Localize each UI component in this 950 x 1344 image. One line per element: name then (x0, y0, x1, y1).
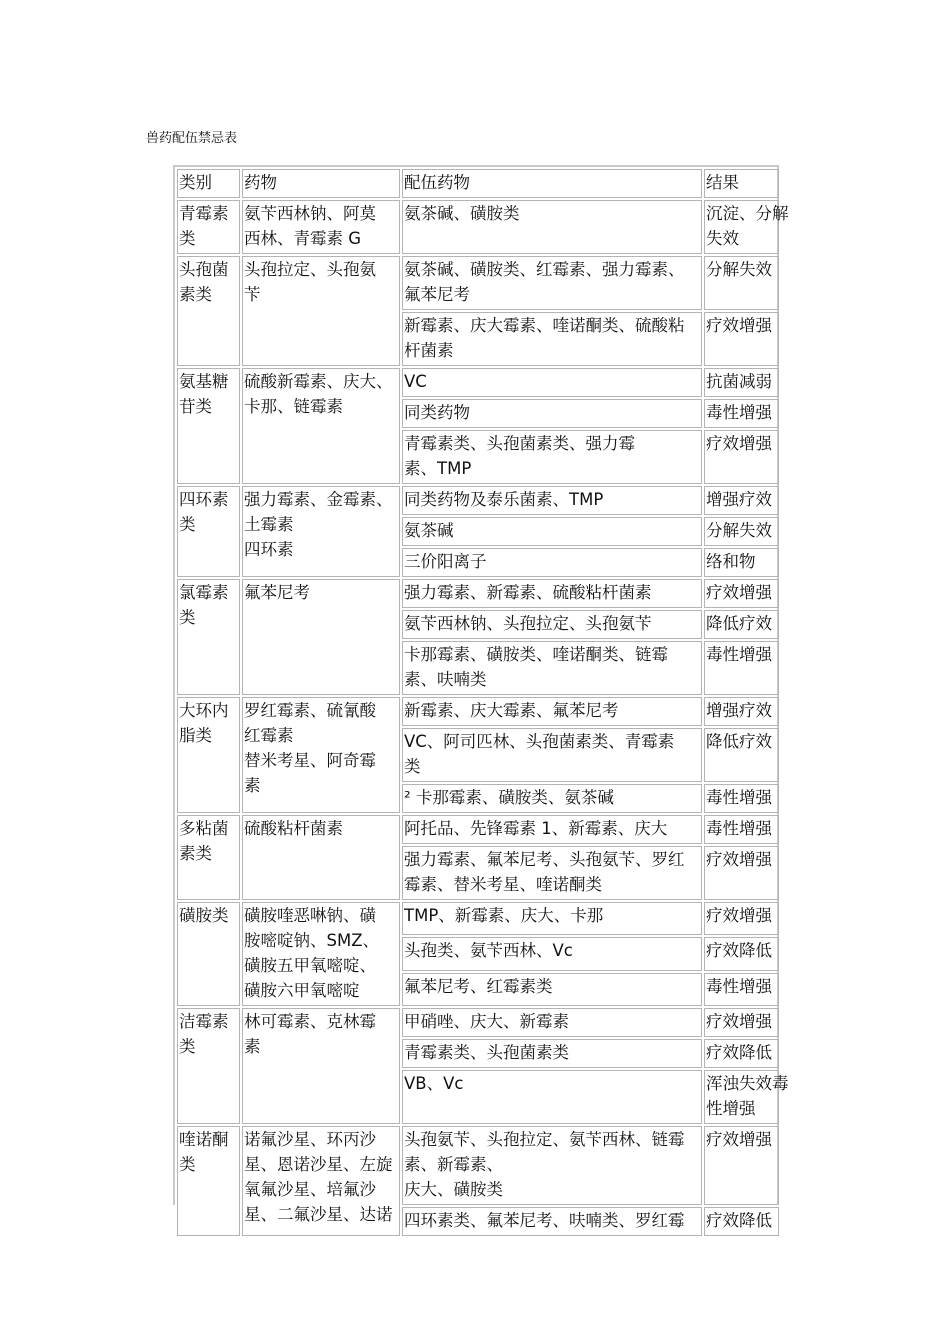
cell-line: 类 (179, 515, 196, 534)
cell-line: 降低疗效 (706, 732, 772, 751)
result-cell (704, 815, 779, 844)
cell-line: 强力霉素、新霉素、硫酸粘杆菌素 (404, 583, 652, 602)
cell-line: 增强疗效 (706, 490, 772, 509)
header-result: 结果 (704, 169, 779, 198)
drug-cell (242, 902, 400, 1006)
combination-cell (402, 902, 702, 935)
combination-cell (402, 610, 702, 639)
cell-line: 疗效增强 (706, 906, 772, 925)
cell-line: 分解失效 (706, 521, 772, 540)
drug-cell (242, 368, 400, 484)
drug-cell (242, 1126, 400, 1236)
table-row (177, 902, 779, 935)
combination-cell (402, 641, 702, 695)
table-row (177, 815, 779, 844)
combination-cell (402, 973, 702, 1006)
cell-line: 疗效增强 (706, 1130, 772, 1149)
cell-line: 疗效降低 (706, 1043, 772, 1062)
result-cell (704, 1070, 789, 1124)
result-cell (704, 1008, 779, 1037)
cell-line: 同类药物及泰乐菌素、TMP (404, 490, 604, 509)
category-cell (177, 579, 240, 695)
category-cell (177, 815, 240, 900)
compatibility-table (175, 167, 789, 1238)
drug-cell (242, 486, 400, 577)
result-cell (704, 486, 779, 515)
cell-line: 类 (179, 229, 196, 248)
result-cell (704, 312, 779, 366)
cell-line: 四环素 (179, 490, 229, 509)
cell-line: 疗效增强 (706, 583, 772, 602)
cell-line: 类 (404, 757, 421, 776)
cell-line: 磺胺类 (179, 906, 229, 925)
category-cell (177, 1008, 240, 1124)
table-row (177, 200, 779, 254)
cell-line: 替米考星、阿奇霉 (244, 751, 376, 770)
category-cell (177, 486, 240, 577)
drug-cell (242, 579, 400, 695)
cell-line: 红霉素 (244, 726, 294, 745)
result-cell (704, 200, 789, 254)
cell-line: 疗效降低 (706, 941, 772, 961)
cell-line: 毒性增强 (706, 645, 772, 664)
result-cell (704, 610, 779, 639)
result-cell (704, 641, 779, 695)
result-cell (704, 1039, 779, 1068)
combination-cell (402, 846, 702, 900)
category-cell (177, 1126, 240, 1236)
cell-line: 头孢氨苄、头孢拉定、氨苄西林、链霉 (404, 1130, 685, 1149)
cell-line: 类 (179, 1037, 196, 1056)
cell-line: 疗效增强 (706, 1012, 772, 1031)
table-row (177, 579, 779, 608)
cell-line: 新霉素、庆大霉素、氟苯尼考 (404, 701, 619, 720)
drug-cell (242, 200, 400, 254)
cell-line: 林可霉素、克林霉 (244, 1012, 376, 1031)
result-cell (704, 517, 779, 546)
result-cell (704, 697, 779, 726)
cell-line: 四环素 (244, 540, 294, 559)
combination-cell (402, 1039, 702, 1068)
cell-line: 西林、青霉素 G (244, 229, 362, 248)
cell-line: 青霉素类、头孢菌素类 (404, 1043, 569, 1062)
category-cell (177, 697, 240, 813)
cell-line: 增强疗效 (706, 701, 772, 720)
combination-cell (402, 312, 702, 366)
combination-cell (402, 728, 702, 782)
combination-cell (402, 784, 702, 813)
table-row (177, 1008, 779, 1037)
result-cell (704, 368, 779, 397)
cell-line: 诺氟沙星、环丙沙 (244, 1130, 376, 1149)
combination-cell (402, 486, 702, 515)
cell-line: 抗菌减弱 (706, 372, 772, 391)
cell-line: 新霉素、庆大霉素、喹诺酮类、硫酸粘 (404, 316, 685, 335)
cell-line: 硫酸新霉素、庆大、 (244, 372, 393, 391)
combination-cell (402, 1207, 702, 1236)
cell-line: 素、呋喃类 (404, 670, 487, 689)
cell-line: 素、TMP (404, 459, 472, 478)
drug-cell (242, 1008, 400, 1124)
cell-line: VC (404, 372, 427, 391)
cell-line: 疗效增强 (706, 850, 772, 869)
result-cell (704, 548, 779, 577)
cell-line: 洁霉素 (179, 1012, 229, 1031)
cell-line: 青霉素 (179, 204, 229, 223)
cell-line: 降低疗效 (706, 614, 772, 633)
result-cell (704, 784, 779, 813)
combination-cell (402, 815, 702, 844)
cell-line: 毒性增强 (706, 976, 772, 996)
cell-line: 同类药物 (404, 403, 470, 422)
combination-cell (402, 1126, 702, 1205)
cell-line: VB、Vc (404, 1074, 464, 1093)
combination-cell (402, 200, 702, 254)
cell-line: 氨茶碱、磺胺类、红霉素、强力霉素、 (404, 260, 685, 279)
cell-line: 喹诺酮 (179, 1130, 229, 1149)
cell-line: 庆大、磺胺类 (404, 1180, 503, 1199)
category-cell (177, 368, 240, 484)
cell-line: 土霉素 (244, 515, 294, 534)
cell-line: 氟苯尼考 (244, 583, 310, 602)
result-cell (704, 973, 779, 1006)
result-cell (704, 846, 779, 900)
cell-line: 阿托品、先锋霉素 1、新霉素、庆大 (404, 819, 668, 838)
cell-line: 磺胺喹恶啉钠、磺 (244, 906, 376, 925)
cell-line: 四环素类、氟苯尼考、呋喃类、罗红霉 (404, 1211, 685, 1230)
cell-line: 星、恩诺沙星、左旋 (244, 1155, 393, 1174)
header-combination: 配伍药物 (402, 169, 702, 198)
cell-line: 头孢类、氨苄西林、Vc (404, 941, 573, 961)
result-cell (704, 1207, 779, 1236)
cell-line: 类 (179, 1155, 196, 1174)
combination-cell (402, 697, 702, 726)
drug-cell (242, 697, 400, 813)
cell-line: 硫酸粘杆菌素 (244, 819, 343, 838)
cell-line: 磺胺五甲氧嘧啶、 (244, 956, 376, 975)
cell-line: 头孢拉定、头孢氨 (244, 260, 376, 279)
cell-line: 素类 (179, 285, 212, 304)
cell-line: 甲硝唑、庆大、新霉素 (404, 1012, 569, 1031)
cell-line: 星、二氟沙星、达诺 (244, 1205, 393, 1224)
cell-line: 氨茶碱 (404, 521, 454, 540)
combination-cell (402, 256, 702, 310)
result-cell (704, 728, 779, 782)
combination-cell (402, 579, 702, 608)
category-cell (177, 200, 240, 254)
table-row (177, 368, 779, 397)
combination-cell (402, 548, 702, 577)
header-drug: 药物 (242, 169, 400, 198)
combination-cell (402, 430, 702, 484)
cell-line: 卡那霉素、磺胺类、喹诺酮类、链霉 (404, 645, 668, 664)
combination-cell (402, 937, 702, 970)
drug-cell (242, 256, 400, 366)
cell-line: 苷类 (179, 397, 212, 416)
cell-line: 失效 (706, 229, 739, 248)
cell-line: 素 (244, 1037, 261, 1056)
combination-cell (402, 1008, 702, 1037)
cell-line: 毒性增强 (706, 788, 772, 807)
cell-line: 沉淀、分解 (706, 204, 789, 223)
cell-line: 络和物 (706, 552, 756, 571)
table-row (177, 697, 779, 726)
cell-line: 苄 (244, 285, 261, 304)
combination-cell (402, 517, 702, 546)
result-cell (704, 579, 779, 608)
result-cell (704, 256, 779, 310)
cell-line: 氨茶碱、磺胺类 (404, 204, 520, 223)
table-header-row (177, 169, 779, 198)
cell-line: 脂类 (179, 726, 212, 745)
table-row (177, 486, 779, 515)
cell-line: 多粘菌 (179, 819, 229, 838)
cell-line: 卡那、链霉素 (244, 397, 343, 416)
cell-line: 分解失效 (706, 260, 772, 279)
cell-line: VC、阿司匹林、头孢菌素类、青霉素 (404, 732, 675, 751)
cell-line: 氟苯尼考 (404, 285, 470, 304)
document-title: 兽药配伍禁忌表 (146, 131, 238, 146)
table-row (177, 1126, 779, 1205)
combination-cell (402, 368, 702, 397)
cell-line: 氨基糖 (179, 372, 229, 391)
cell-line: 强力霉素、氟苯尼考、头孢氨苄、罗红 (404, 850, 685, 869)
cell-line: 氯霉素 (179, 583, 229, 602)
cell-line: 霉素、替米考星、喹诺酮类 (404, 875, 602, 894)
cell-line: 氨苄西林钠、头孢拉定、头孢氨苄 (404, 614, 652, 633)
cell-line: 强力霉素、金霉素、 (244, 490, 393, 509)
cell-line: 氟苯尼考、红霉素类 (404, 976, 553, 996)
cell-line: 疗效增强 (706, 434, 772, 453)
cell-line: 胺嘧啶钠、SMZ、 (244, 931, 380, 950)
cell-line: 素类 (179, 844, 212, 863)
compatibility-table-wrapper (173, 165, 789, 1230)
cell-line: 疗效增强 (706, 316, 772, 335)
category-cell (177, 256, 240, 366)
header-category: 类别 (177, 169, 240, 198)
cell-line: 氧氟沙星、培氟沙 (244, 1180, 376, 1199)
cell-line: 性增强 (706, 1099, 756, 1118)
table-row (177, 256, 779, 310)
cell-line: TMP、新霉素、庆大、卡那 (404, 906, 604, 925)
category-cell (177, 902, 240, 1006)
cell-line: 杆菌素 (404, 341, 454, 360)
drug-cell (242, 815, 400, 900)
cell-line: 三价阳离子 (404, 552, 487, 571)
cell-line: 类 (179, 608, 196, 627)
cell-line: 毒性增强 (706, 819, 772, 838)
combination-cell (402, 399, 702, 428)
result-cell (704, 902, 779, 935)
cell-line: 氨苄西林钠、阿莫 (244, 204, 376, 223)
cell-line: 疗效降低 (706, 1211, 772, 1230)
cell-line: 磺胺六甲氧嘧啶 (244, 981, 360, 1000)
cell-line: 浑浊失效毒 (706, 1074, 789, 1093)
combination-cell (402, 1070, 702, 1124)
cell-line: 罗红霉素、硫氰酸 (244, 701, 376, 720)
result-cell (704, 1126, 779, 1205)
cell-line: 素 (244, 776, 261, 795)
table-body (177, 169, 789, 1236)
cell-line: 青霉素类、头孢菌素类、强力霉 (404, 434, 635, 453)
result-cell (704, 937, 779, 970)
cell-line: 头孢菌 (179, 260, 229, 279)
cell-line: 大环内 (179, 701, 229, 720)
cell-line: ² 卡那霉素、磺胺类、氨茶碱 (404, 788, 614, 807)
cell-line: 毒性增强 (706, 403, 772, 422)
result-cell (704, 399, 779, 428)
result-cell (704, 430, 779, 484)
cell-line: 素、新霉素、 (404, 1155, 503, 1174)
